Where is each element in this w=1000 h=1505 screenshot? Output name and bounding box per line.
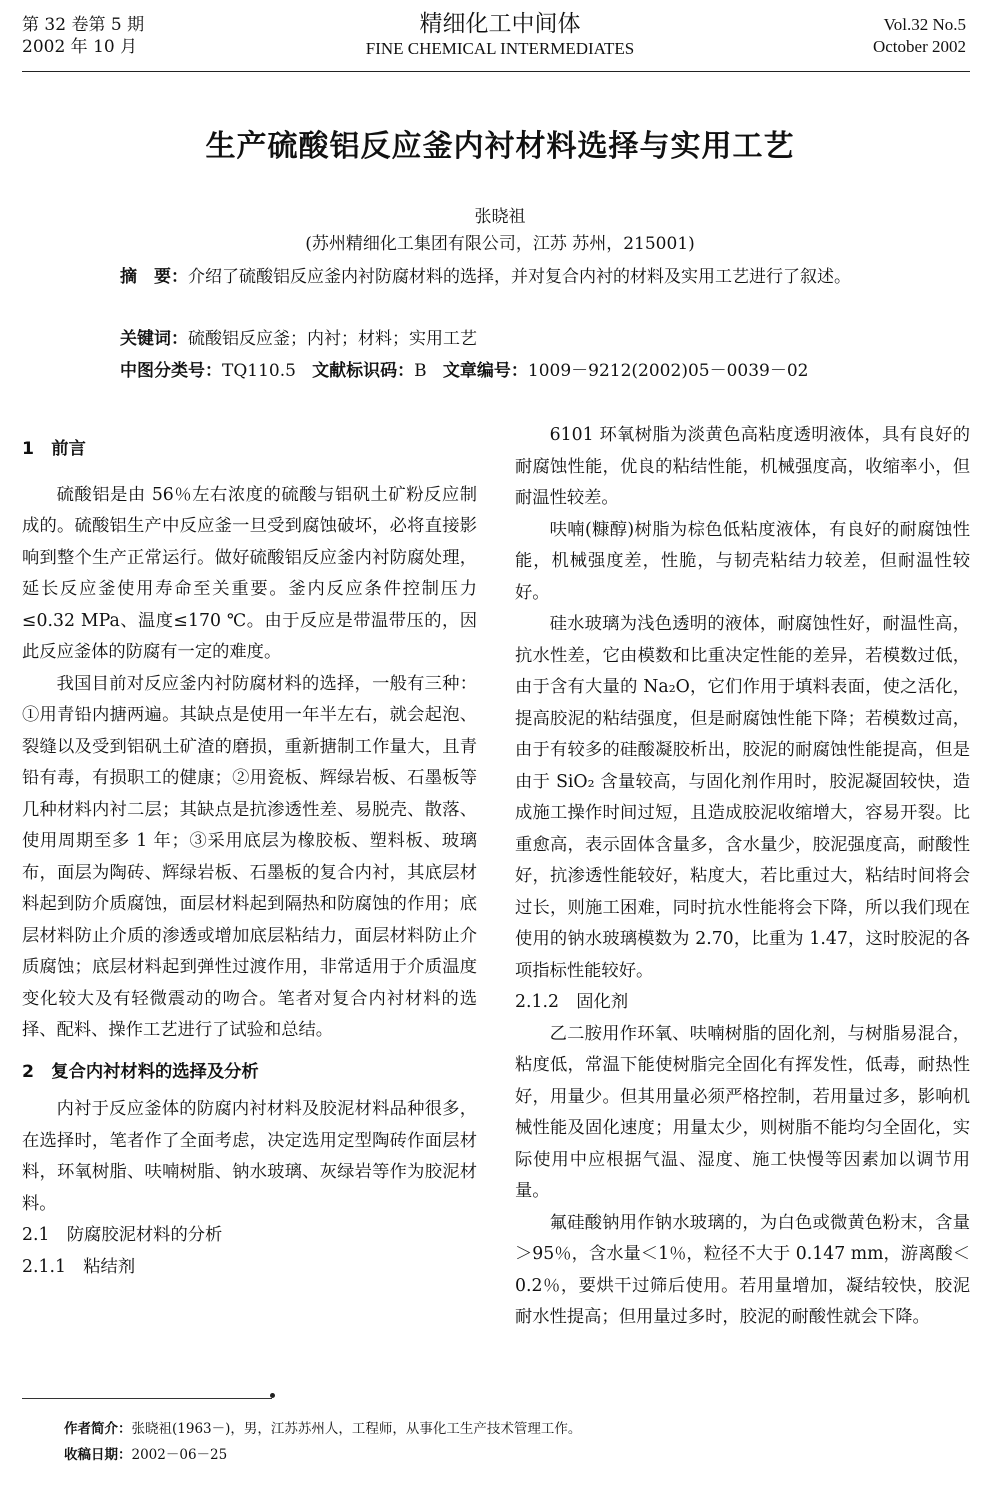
paragraph: 硫酸铝是由 56％左右浓度的硫酸与铝矾土矿粉反应制成的。硫酸铝生产中反应釜一旦受到腐蚀破坏，必将直接影响到整个生产正常运行。做好硫酸铝反应釜内衬防腐处理，延长反应釜使用寿命至关重要。釜内反应条件控制压力≤0.32 MPa、温度≤170 ℃。由于反应是带温带压的，因此反应釜体的防腐有一定的难度。: [22, 484, 477, 662]
journal-title-cn: 精细化工中间体: [419, 11, 581, 37]
paragraph: 我国目前对反应釜内衬防腐材料的选择，一般有三种：①用青铅内搪两遍。其缺点是使用一年半左右，就会起泡、裂缝以及受到铝矾土矿渣的磨损，重新搪制工作量大，且青铅有毒，有损职工的健康；②用瓷板、辉绿岩板、石墨板等几种材料内衬二层；其缺点是抗渗透性差、易脱壳、散落、使用周期至多 1 年；③采用底层为橡胶板、塑料板、玻璃布，面层为陶砖、辉绿岩板、石墨板的复合内衬，其底层材料起到防介质腐蚀，面层材料起到隔热和防腐蚀的作用；底层材料防止介质的渗透或增加底层粘结力，面层材料防止介质腐蚀；底层材料起到弹性过渡作用，非常适用于介质温度变化较大及有轻微震动的吻合。笔者对复合内衬材料的选择、配料、操作工艺进行了试验和总结。: [22, 673, 477, 1040]
paragraph: 氟硅酸钠用作钠水玻璃的，为白色或微黄色粉末，含量＞95％，含水量＜1％，粒径不大于 0.147 mm，游离酸＜0.2％，要烘干过筛后使用。若用量增加，凝结较快，胶泥耐水性提高；但用量过多时，胶泥的耐酸性就会下降。: [515, 1212, 970, 1327]
bio-label: 作者简介：: [64, 1421, 132, 1437]
affiliation: (苏州精细化工集团有限公司，江苏 苏州，215001): [305, 234, 695, 254]
received-date: 2002－06－25: [131, 1447, 228, 1463]
paragraph: 内衬于反应釜体的防腐内衬材料及胶泥材料品种很多，在选择时，笔者作了全面考虑，决定选用定型陶砖作面层材料，环氧树脂、呋喃树脂、钠水玻璃、灰绿岩等作为胶泥材料。: [22, 1099, 477, 1214]
clc-label: 中图分类号：: [120, 361, 222, 381]
bio-text: 张晓祖(1963－)，男，江苏苏州人，工程师，从事化工生产技术管理工作。: [131, 1421, 582, 1437]
article-title: 生产硫酸铝反应釜内衬材料选择与实用工艺: [205, 129, 795, 164]
date-cn: 2002 年 10 月: [22, 37, 138, 57]
keywords-text: 硫酸铝反应釜；内衬；材料；实用工艺: [188, 329, 477, 349]
author-bio-footnote: [64, 1418, 581, 1440]
subsection-2-1-1-heading: 2.1.1 粘结剂: [22, 1256, 136, 1277]
classification-line: [120, 358, 808, 384]
author: 张晓祖: [474, 207, 526, 227]
paragraph: 6101 环氧树脂为淡黄色高粘度透明液体，具有良好的耐腐蚀性能，优良的粘结性能，机械强度高，收缩率小，但耐温性较差。: [515, 425, 970, 508]
header-volume-en: [873, 14, 966, 58]
section-1-heading: 1 前言: [22, 439, 86, 459]
keywords: [120, 326, 477, 352]
volume-issue-en: Vol.32 No.5: [883, 15, 966, 34]
doc-code-label: 文献标识码：: [312, 361, 415, 381]
subsection-2-1-2-heading: 2.1.2 固化剂: [515, 992, 629, 1012]
abstract: [78, 262, 938, 292]
received-label: 收稿日期：: [64, 1447, 132, 1463]
abstract-label: 摘 要：: [120, 267, 188, 287]
section-2-heading: 2 复合内衬材料的选择及分析: [22, 1061, 259, 1082]
doc-code-value: B: [414, 361, 427, 381]
article-number-label: 文章编号：: [442, 361, 528, 381]
paragraph: 硅水玻璃为浅色透明的液体，耐腐蚀性好，耐温性高，抗水性差，它由模数和比重决定性能的差异，若模数过低，由于含有大量的 Na₂O，它们作用于填料表面，使之活化，提高胶泥的粘结强度，但是耐腐蚀性能下降；若模数过高，由于有较多的硅酸凝胶析出，胶泥的耐腐蚀性能提高，但是由于 SiO₂ 含量较高，与固化剂作用时，胶泥凝固较快，造成施工操作时间过短，且造成胶泥收缩增大，容易开裂。比重愈高，表示固体含量多，含水量少，胶泥强度高，耐酸性好，抗渗透性能较好，粘度大，若比重过大，粘结时间将会过长，则施工困难，同时抗水性能将会下降，所以我们现在使用的钠水玻璃模数为 2.70，比重为 1.47，这时胶泥的各项指标性能较好。: [515, 614, 970, 981]
abstract-text: 介绍了硫酸铝反应釜内衬防腐材料的选择，并对复合内衬的材料及实用工艺进行了叙述。: [188, 267, 851, 287]
volume-issue-cn: 第 32 卷第 5 期: [22, 15, 145, 35]
paragraph: 乙二胺用作环氧、呋喃树脂的固化剂，与树脂易混合，粘度低，常温下能使树脂完全固化有挥发性，低毒，耐热性好，用量少。但其用量必须严格控制，若用量过多，影响机械性能及固化速度；用量太少，则树脂不能均匀全固化，实际使用中应根据气温、湿度、施工快慢等因素加以调节用量。: [515, 1023, 970, 1201]
paragraph: 呋喃(糠醇)树脂为棕色低粘度液体，有良好的耐腐蚀性能，机械强度差，性脆，与韧壳粘结力较差，但耐温性较好。: [515, 519, 970, 603]
right-column: [515, 420, 970, 1334]
subsection-2-1-heading: 2.1 防腐胶泥材料的分析: [22, 1225, 223, 1245]
journal-title-en: FINE CHEMICAL INTERMEDIATES: [365, 39, 635, 58]
received-date-footnote: [64, 1444, 227, 1466]
left-column: [22, 434, 477, 1283]
separator-dot: [270, 1393, 275, 1398]
article-number-value: 1009－9212(2002)05－0039－02: [527, 361, 809, 381]
clc-value: TQ110.5: [222, 361, 296, 381]
header-rule: [22, 71, 970, 72]
date-en: October 2002: [872, 37, 966, 56]
keywords-label: 关键词：: [120, 329, 188, 349]
journal-title-block: [0, 10, 1000, 60]
footnote-separator: [22, 1398, 272, 1399]
